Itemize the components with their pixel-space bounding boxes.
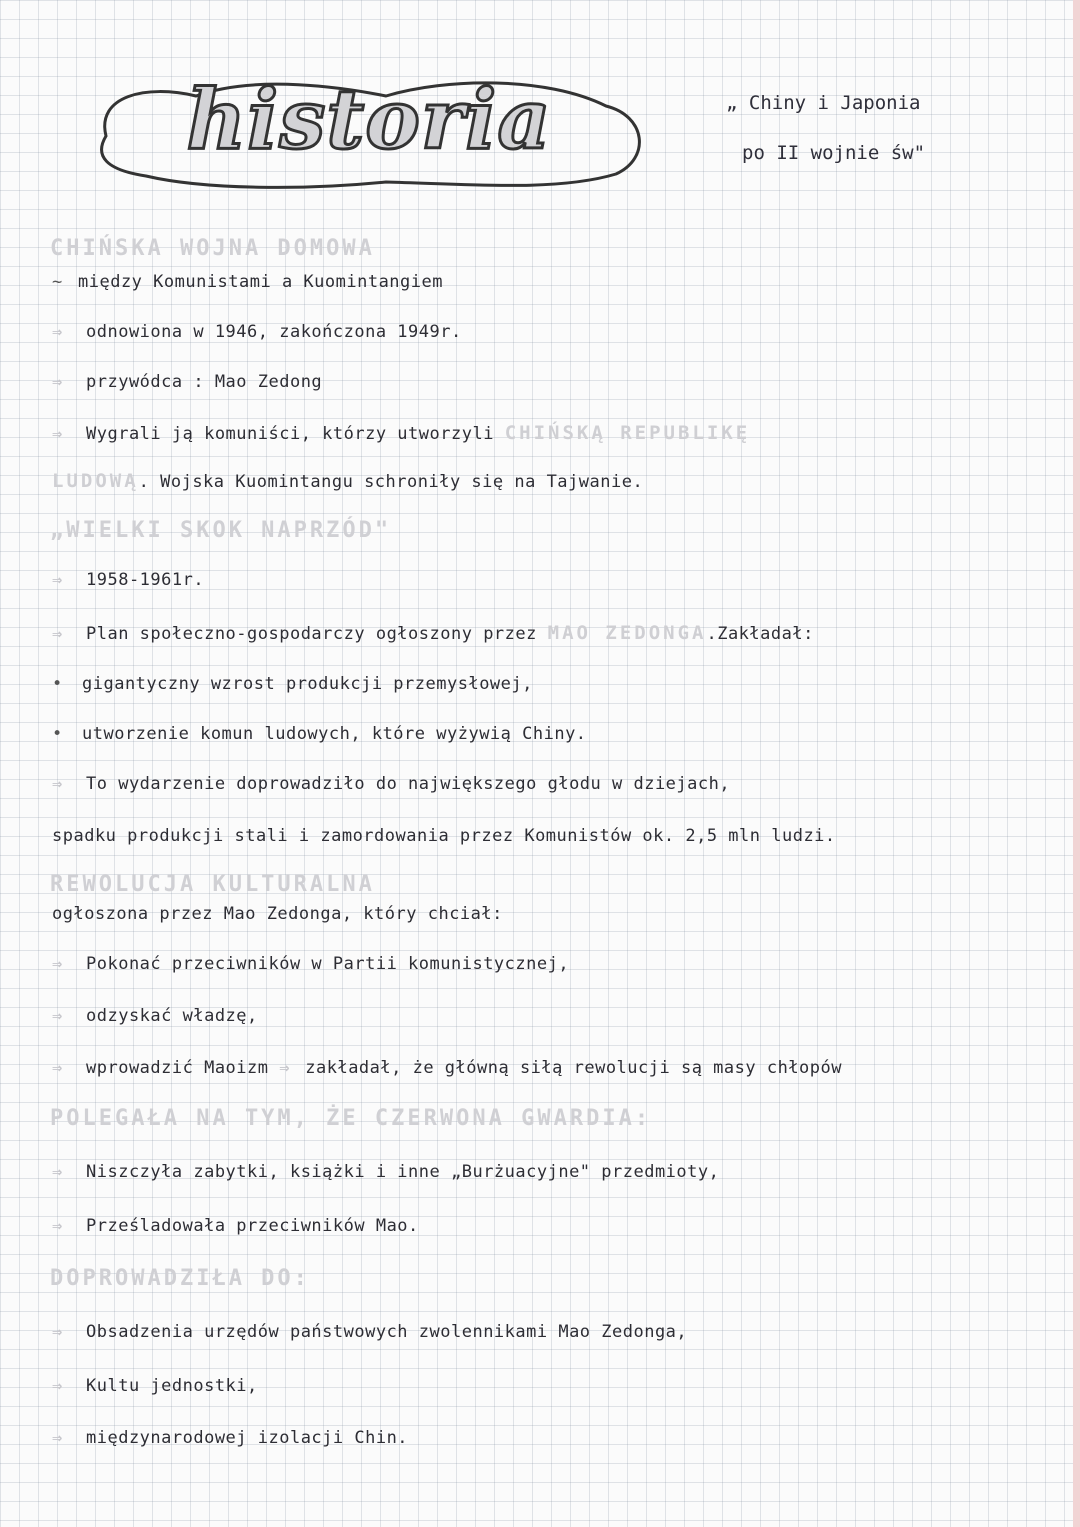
text-line: ⇒ Kultu jednostki, xyxy=(52,1376,258,1396)
text-line: ⇒ międzynarodowej izolacji Chin. xyxy=(52,1428,409,1448)
title-lettering xyxy=(86,66,652,194)
arrow-icon: ⇒ xyxy=(52,624,63,644)
arrow-icon: ⇒ xyxy=(52,1162,63,1182)
text-line: ⇒ Obsadzenia urzędów państwowych zwolennikami Mao Zedonga, xyxy=(52,1322,688,1342)
text-line: ⇒ odnowiona w 1946, zakończona 1949r. xyxy=(52,322,462,342)
text-line: ~ między Komunistami a Kuomintangiem xyxy=(52,272,443,292)
text-line: ⇒ Prześladowała przeciwników Mao. xyxy=(52,1216,419,1236)
bullet-dot-icon: • xyxy=(52,724,63,744)
arrow-icon: ⇒ xyxy=(52,1376,63,1396)
text-line: ⇒ Plan społeczno-gospodarczy ogłoszony przez MAO ZEDONGA.Zakładał: xyxy=(52,622,814,644)
heading-chinska-wojna: CHIŃSKA WOJNA DOMOWA xyxy=(50,236,375,261)
tilde-marker: ~ xyxy=(52,272,63,292)
list-item: • gigantyczny wzrost produkcji przemysłowej, xyxy=(52,674,533,694)
text-line: LUDOWĄ. Wojska Kuomintangu schroniły się na Tajwanie. xyxy=(52,470,644,492)
text-line: ⇒ odzyskać władzę, xyxy=(52,1006,258,1026)
text-line: ⇒ Niszczyła zabytki, książki i inne „Burżuacyjne" przedmioty, xyxy=(52,1162,720,1182)
title: historia xyxy=(186,72,552,168)
text-line: ⇒ Pokonać przeciwników w Partii komunistycznej, xyxy=(52,954,570,974)
text-line: ⇒ wprowadzić Maoizm ⇒ zakładał, że główną siłą rewolucji są masy chłopów xyxy=(52,1058,842,1078)
text-line: spadku produkcji stali i zamordowania przez Komunistów ok. 2,5 mln ludzi. xyxy=(52,826,836,846)
arrow-icon: ⇒ xyxy=(52,372,63,392)
arrow-icon: ⇒ xyxy=(52,1322,63,1342)
list-item: • utworzenie komun ludowych, które wyżywią Chiny. xyxy=(52,724,587,744)
arrow-icon: ⇒ xyxy=(279,1058,290,1078)
page-edge-strip xyxy=(1073,0,1080,1527)
arrow-icon: ⇒ xyxy=(52,322,63,342)
heading-doprowadzila: DOPROWADZIŁA DO: xyxy=(50,1266,310,1291)
heading-polegala: POLEGAŁA NA TYM, ŻE CZERWONA GWARDIA: xyxy=(50,1106,652,1131)
highlight-term: LUDOWĄ xyxy=(52,470,139,492)
text-line: ⇒ Wygrali ją komuniści, którzy utworzyli CHIŃSKĄ REPUBLIKĘ xyxy=(52,422,751,444)
heading-wielki-skok: „WIELKI SKOK NAPRZÓD" xyxy=(50,518,392,543)
arrow-icon: ⇒ xyxy=(52,424,63,444)
subtitle-line-1: „ Chiny i Japonia xyxy=(726,92,921,114)
arrow-icon: ⇒ xyxy=(52,1216,63,1236)
text-line: ogłoszona przez Mao Zedonga, który chciał: xyxy=(52,904,503,924)
text-line: ⇒ To wydarzenie doprowadziło do największego głodu w dziejach, xyxy=(52,774,731,794)
arrow-icon: ⇒ xyxy=(52,1428,63,1448)
arrow-icon: ⇒ xyxy=(52,1058,63,1078)
arrow-icon: ⇒ xyxy=(52,954,63,974)
bullet-dot-icon: • xyxy=(52,674,63,694)
arrow-icon: ⇒ xyxy=(52,1006,63,1026)
subtitle-line-2: po II wojnie św" xyxy=(742,142,926,164)
arrow-icon: ⇒ xyxy=(52,570,63,590)
text-line: ⇒ przywódca : Mao Zedong xyxy=(52,372,323,392)
arrow-icon: ⇒ xyxy=(52,774,63,794)
highlight-term: CHIŃSKĄ REPUBLIKĘ xyxy=(504,422,751,444)
heading-rewolucja: REWOLUCJA KULTURALNA xyxy=(50,872,375,897)
text-line: ⇒ 1958-1961r. xyxy=(52,570,205,590)
highlight-term: MAO ZEDONGA xyxy=(547,622,707,644)
